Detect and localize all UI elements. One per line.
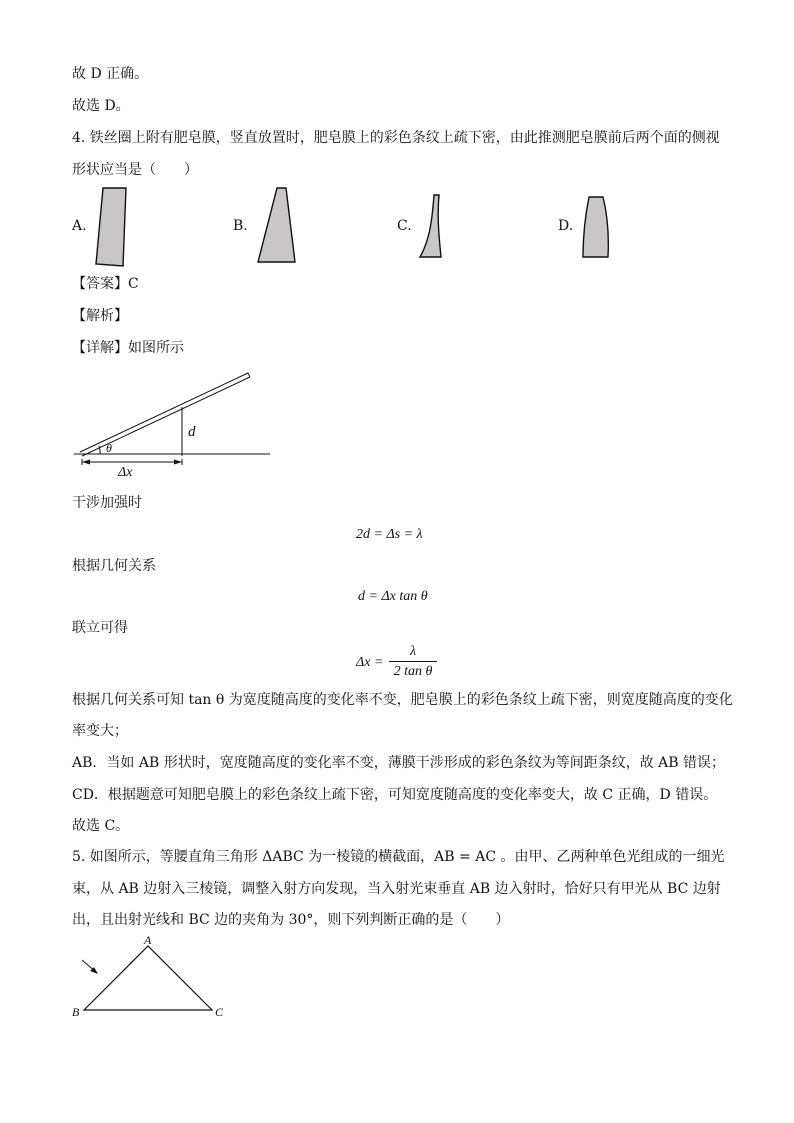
text-line: 率变大； (72, 723, 128, 739)
prism-diagram (70, 932, 240, 1024)
question-5-line-2: 束，从 AB 边射入三棱镜，调整入射方向发现，当入射光束垂直 AB 边入射时，恰好只有甲光从 BC 边射 (72, 881, 721, 897)
question-4-line-2: 形状应当是（ ） (72, 162, 198, 178)
question-5-line-1: 5. 如图所示，等腰直角三角形 ΔABC 为一棱镜的横截面，AB = AC 。由甲、乙两种单色光组成的一细光 (72, 849, 725, 865)
label-d: d (188, 424, 196, 440)
fraction-denominator: 2 tan θ (389, 661, 437, 682)
vertex-a-label: A (144, 933, 152, 947)
text-line: 干涉加强时 (72, 495, 142, 511)
equation-3-fraction (389, 643, 437, 682)
wedge-diagram (72, 370, 272, 480)
analysis-heading: 【解析】 (72, 308, 128, 324)
text-line: CD．根据题意可知肥皂膜上的彩色条纹上疏下密，可知宽度随高度的变化率变大，故 C 正确，D 错误。 (72, 787, 718, 803)
text-line: 故选 D。 (72, 98, 130, 114)
option-b-figure (250, 186, 300, 268)
option-a-figure (90, 186, 130, 268)
option-c-figure (412, 193, 452, 261)
text-line: 故选 C。 (72, 818, 130, 834)
option-a-label: A. (72, 218, 87, 234)
text-line: AB．当如 AB 形状时，宽度随高度的变化率不变，薄膜干涉形成的彩色条纹为等间距条纹，故 AB 错误； (72, 755, 725, 771)
detail-heading: 【详解】如图所示 (72, 340, 184, 356)
option-b-label: B. (233, 218, 248, 234)
equation-3-lhs: Δx = (356, 655, 384, 670)
label-theta: θ (106, 441, 112, 455)
equation-2: d = Δx tan θ (358, 589, 428, 604)
question-4-line-1: 4. 铁丝圈上附有肥皂膜，竖直放置时，肥皂膜上的彩色条纹上疏下密，由此推测肥皂膜前后两个面的侧视 (72, 130, 720, 146)
question-5-line-3: 出，且出射光线和 BC 边的夹角为 30°，则下列判断正确的是（ ） (72, 912, 510, 928)
option-d-label: D. (558, 218, 574, 234)
text-line: 联立可得 (72, 620, 128, 636)
option-c-label: C. (397, 218, 412, 234)
fraction-numerator: λ (409, 644, 417, 659)
text-line: 根据几何关系可知 tan θ 为宽度随高度的变化率不变，肥皂膜上的彩色条纹上疏下密，则宽度随高度的变化 (72, 692, 733, 708)
text-line: 根据几何关系 (72, 558, 156, 574)
label-dx: Δx (118, 465, 133, 480)
equation-1: 2d = Δs = λ (356, 527, 423, 542)
vertex-b-label: B (72, 1005, 80, 1019)
option-d-figure (575, 195, 615, 263)
answer-line: 【答案】C (72, 276, 139, 292)
text-line: 故 D 正确。 (72, 66, 149, 82)
vertex-c-label: C (215, 1005, 224, 1019)
